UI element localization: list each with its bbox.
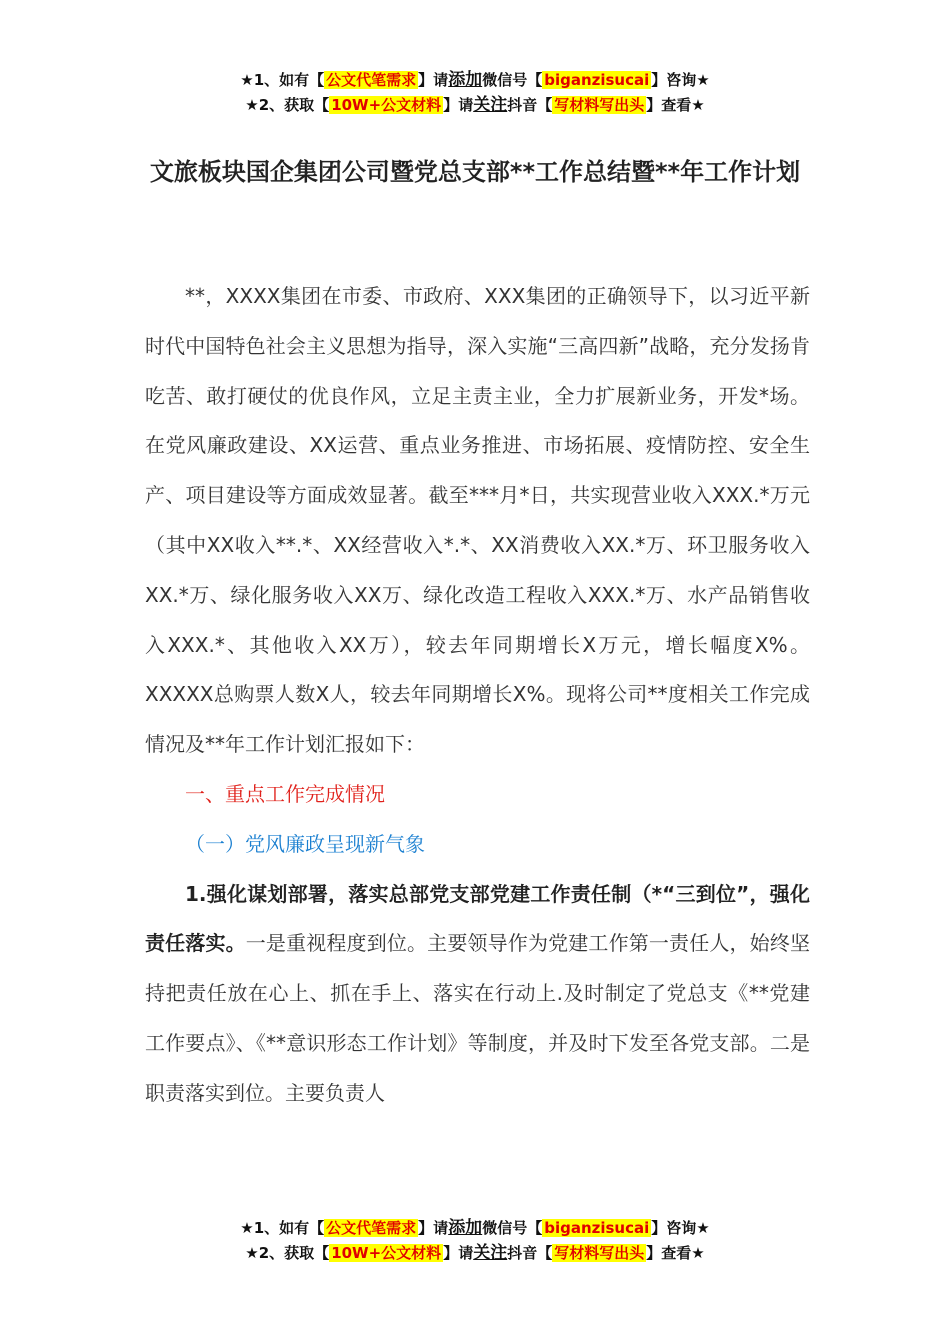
banner-underlined: 关注 (473, 1243, 508, 1263)
banner-text: 抖音【 (507, 96, 553, 114)
banner-text: 微信号【 (482, 1219, 543, 1237)
banner-text: 】请 (418, 71, 449, 89)
banner-highlight: 10W+公文材料 (331, 1244, 442, 1262)
document-title: 文旅板块国企集团公司暨党总支部**工作总结暨**年工作计划 (149, 158, 801, 186)
banner-text: ★1、如有【 (240, 1219, 325, 1237)
bottom-banner (0, 1216, 950, 1266)
item-text: 一是重视程度到位。主要领导作为党建工作第一责任人，始终坚持把责任放在心上、抓在手上、落实在行动上.及时制定了党总支《**党建工作要点》、《**意识形态工作计划》等制度，并及时下发至各党支部。二是职责落实到位。主要负责人 (145, 931, 810, 1105)
section-heading: 一、重点工作完成情况 (185, 781, 385, 806)
banner-underlined: 添加 (448, 70, 483, 90)
item-paragraph (145, 870, 810, 1119)
banner-text: 】咨询★ (651, 71, 710, 89)
banner-text: 】请 (418, 1219, 449, 1237)
banner-highlight: 公文代笔需求 (326, 1219, 417, 1237)
banner-highlight: 写材料写出头 (554, 1244, 645, 1262)
item-bold-lead: 1.强化谋划部署，落实总部党支部党建工作责任制（*“三到位”，强化责任落实。 (145, 881, 810, 956)
banner-text: 微信号【 (482, 71, 543, 89)
banner-underlined: 关注 (473, 95, 508, 115)
banner-highlight: 公文代笔需求 (326, 71, 417, 89)
subsection-heading: （一）党风廉政呈现新气象 (185, 831, 425, 856)
banner-highlight: 写材料写出头 (554, 96, 645, 114)
banner-line-1 (0, 1216, 950, 1241)
top-banner (0, 68, 950, 118)
banner-text: ★2、获取【 (245, 96, 330, 114)
banner-line-2 (0, 93, 950, 118)
banner-text: 】咨询★ (651, 1219, 710, 1237)
banner-line-2 (0, 1241, 950, 1266)
banner-underlined: 添加 (448, 1218, 483, 1238)
banner-text: 】查看★ (646, 96, 705, 114)
banner-text: ★2、获取【 (245, 1244, 330, 1262)
banner-text: 】请 (443, 1244, 474, 1262)
banner-highlight: biganzisucai (544, 1219, 650, 1237)
banner-text: 】请 (443, 96, 474, 114)
banner-highlight: biganzisucai (544, 71, 650, 89)
intro-paragraph: **，XXXX集团在市委、市政府、XXX集团的正确领导下，以习近平新时代中国特色社会主义思想为指导，深入实施“三高四新”战略，充分发扬肯吃苦、敢打硬仗的优良作风，立足主责主业，全力扩展新业务，开发*场。在党风廉政建设、XX运营、重点业务推进、市场拓展、疫情防控、安全生产、项目建设等方面成效显著。截至***月*日，共实现营业收入XXX.*万元（其中XX收入**.*、XX经营收入*.*、XX消费收入XX.*万、环卫服务收入XX.*万、绿化服务收入XX万、绿化改造工程收入XXX.*万、水产品销售收入XXX.*、其他收入XX万），较去年同期增长X万元，增长幅度X%。XXXXX总购票人数X人，较去年同期增长X%。现将公司**度相关工作完成情况及**年工作计划汇报如下： (145, 284, 810, 757)
banner-text: ★1、如有【 (240, 71, 325, 89)
document-body (145, 272, 810, 1119)
banner-highlight: 10W+公文材料 (331, 96, 442, 114)
banner-text: 抖音【 (507, 1244, 553, 1262)
banner-text: 】查看★ (646, 1244, 705, 1262)
banner-line-1 (0, 68, 950, 93)
